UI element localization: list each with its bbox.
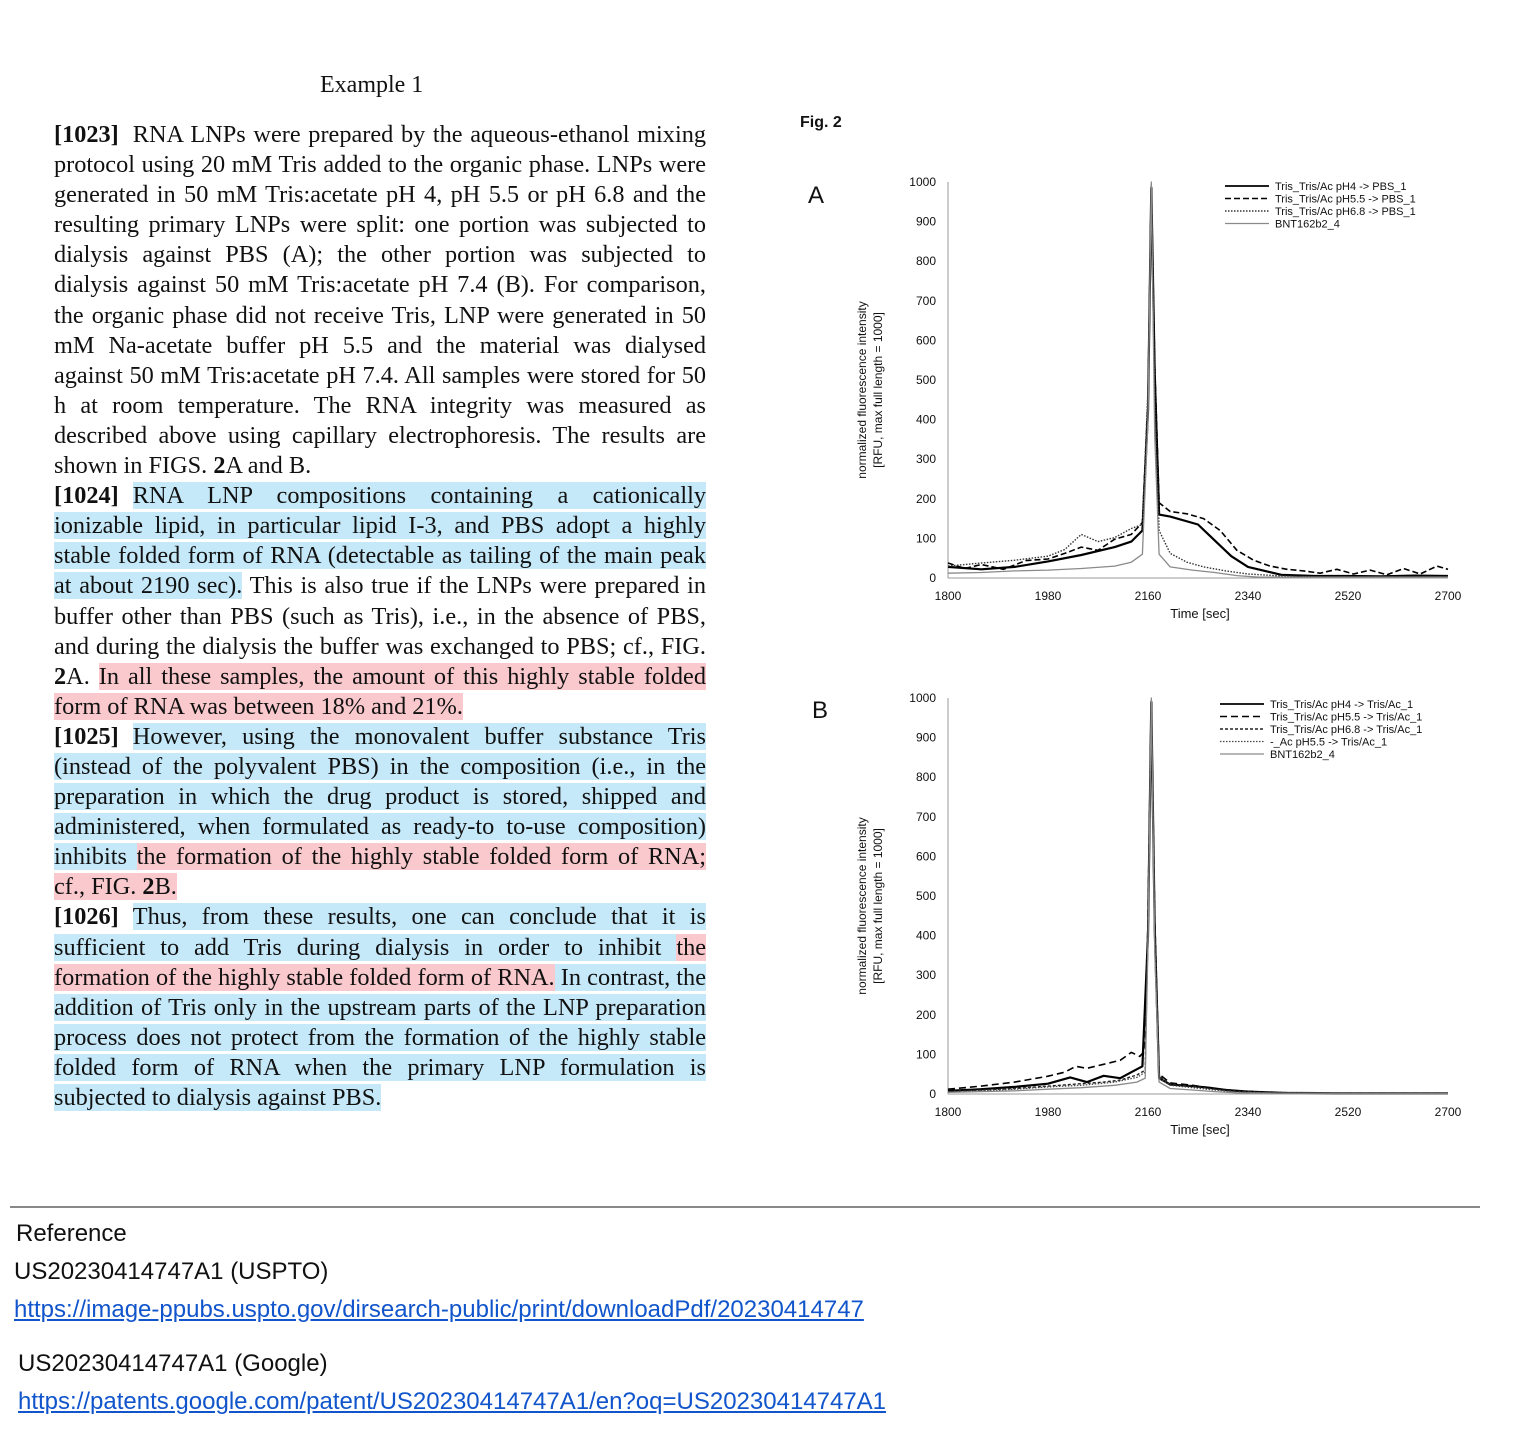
legend-label: BNT162b2_4 — [1275, 218, 1340, 231]
reference-divider — [10, 1206, 1480, 1208]
y-tick-label: 0 — [929, 1087, 936, 1101]
series-line-4 — [948, 182, 1448, 577]
y-tick-label: 100 — [915, 531, 936, 546]
legend-label: Tris_Tris/Ac pH6.8 -> Tris/Ac_1 — [1270, 724, 1423, 736]
x-tick-label: 2340 — [1234, 589, 1262, 603]
y-tick-label: 200 — [915, 1007, 936, 1022]
y-axis-title: [RFU, max full length = 1000] — [871, 312, 885, 468]
legend-label: BNT162b2_4 — [1270, 749, 1335, 761]
legend-label: Tris_Tris/Ac pH4 -> PBS_1 — [1275, 181, 1407, 193]
y-tick-label: 400 — [915, 928, 936, 943]
y-tick-label: 700 — [915, 293, 936, 308]
text-segment: Thus, from these results, one can conclude that it is sufficient to add Tris during dialysis in order to inhibit — [54, 903, 706, 961]
reference-link-google[interactable]: https://patents.google.com/patent/US20230414747A1/en?oq=US20230414747A1 — [18, 1388, 887, 1415]
legend-label: Tris_Tris/Ac pH6.8 -> PBS_1 — [1275, 206, 1416, 218]
x-axis-title: Time [sec] — [1170, 1122, 1230, 1137]
legend-label: Tris_Tris/Ac pH4 -> Tris/Ac_1 — [1270, 699, 1414, 711]
reference-label-uspto: US20230414747A1 (USPTO) — [14, 1258, 329, 1285]
y-tick-label: 1000 — [909, 691, 936, 705]
text-segment: A. — [66, 662, 99, 690]
paragraph-number: [1026] — [54, 903, 119, 931]
y-tick-label: 900 — [915, 214, 936, 229]
x-tick-label: 2700 — [1434, 589, 1462, 603]
x-tick-label: 2160 — [1134, 1105, 1162, 1119]
x-tick-label: 1800 — [934, 1105, 962, 1119]
series-line-2 — [948, 185, 1448, 575]
reference-link-uspto[interactable]: https://image-ppubs.uspto.gov/dirsearch-public/print/downloadPdf/20230414747 — [14, 1296, 864, 1323]
series-line-5 — [948, 698, 1448, 1093]
y-tick-label: 0 — [929, 571, 936, 585]
x-tick-label: 2160 — [1134, 589, 1162, 603]
reference-label-google: US20230414747A1 (Google) — [18, 1350, 328, 1377]
x-tick-label: 1980 — [1034, 589, 1062, 603]
x-tick-label: 2340 — [1234, 1105, 1262, 1119]
text-segment: RNA LNP compositions containing a cationically ionizable lipid, in particular lipid I-3, and PBS adopt a highly stable folded form of RNA (detectable as tailing of the main peak at about 2190 sec). — [54, 482, 706, 600]
chart-panel-a — [840, 168, 1480, 628]
x-axis-title: Time [sec] — [1170, 606, 1230, 621]
panel-letter-b: B — [812, 697, 829, 724]
y-tick-label: 500 — [915, 889, 936, 903]
series-line-1 — [948, 188, 1448, 577]
text-segment: However, using the monovalent buffer substance Tris (instead of the polyvalent PBS) in the composition (i.e., in the preparation in which the drug product is stored, shipped and administered, when formulated as ready-to to-use composition) inhibits — [54, 722, 706, 871]
text-segment: In all these samples, the amount of this highly stable folded form of RNA was between 18% and 21%. — [54, 662, 706, 720]
x-tick-label: 1980 — [1034, 1105, 1062, 1119]
x-tick-label: 2700 — [1434, 1105, 1462, 1119]
text-segment: 2 — [213, 452, 226, 480]
x-tick-label: 2520 — [1334, 589, 1362, 603]
y-tick-label: 900 — [915, 730, 936, 745]
panel-letter-a: A — [808, 182, 825, 209]
paragraph-1026 — [54, 902, 706, 1113]
y-tick-label: 600 — [915, 849, 936, 864]
y-axis-title: normalized fluorescence intensity — [855, 817, 869, 995]
text-segment: 2 — [54, 662, 67, 690]
paragraph-1024 — [54, 481, 706, 722]
example-heading: Example 1 — [320, 72, 424, 98]
y-tick-label: 300 — [915, 968, 936, 983]
legend-label: Tris_Tris/Ac pH5.5 -> PBS_1 — [1275, 193, 1416, 206]
paragraph-1023 — [54, 120, 706, 481]
text-segment: the formation of the highly stable folded form of RNA. — [54, 933, 706, 991]
text-segment: RNA LNPs were prepared by the aqueous-ethanol mixing protocol using 20 mM Tris added to the organic phase. LNPs were generated in 50 mM Tris:acetate pH 4, pH 5.5 or pH 6.8 and the resulting primary LNPs were split: one portion was subjected to dialysis against PBS (A); the other portion was subjected to dialysis against 50 mM Tris:acetate pH 7.4 (B). For comparison, the organic phase did not receive Tris, LNP were generated in 50 mM Na-acetate buffer pH 5.5 and the material was dialysed against 50 mM Tris:acetate pH 7.4. All samples were stored for 50 h at room temperature. The RNA integrity was measured as described above using capillary electrophoresis. The results are shown in FIGS. — [54, 121, 706, 480]
y-tick-label: 700 — [915, 809, 936, 824]
text-segment: 2 — [142, 873, 155, 901]
y-tick-label: 300 — [915, 452, 936, 467]
figure-label: Fig. 2 — [800, 114, 842, 131]
y-tick-label: 400 — [915, 412, 936, 427]
paragraph-number: [1023] — [54, 121, 119, 148]
x-tick-label: 2520 — [1334, 1105, 1362, 1119]
legend-label: Tris_Tris/Ac pH5.5 -> Tris/Ac_1 — [1270, 711, 1423, 724]
chart-panel-b — [840, 684, 1480, 1144]
series-line-3 — [948, 704, 1448, 1093]
y-tick-label: 100 — [915, 1047, 936, 1062]
text-segment: This is also true if the LNPs were prepared in buffer other than PBS (such as Tris), i.e., in the absence of PBS, and during the dialysis the buffer was exchanged to PBS; cf., FIG. — [54, 572, 706, 660]
paragraph-number: [1024] — [54, 482, 119, 510]
y-tick-label: 200 — [915, 491, 936, 506]
series-line-4 — [948, 706, 1448, 1093]
paragraph-number: [1025] — [54, 722, 119, 750]
text-segment: A and B. — [225, 452, 312, 480]
y-tick-label: 800 — [915, 770, 936, 785]
x-tick-label: 1800 — [934, 589, 962, 603]
legend-label: -_Ac pH5.5 -> Tris/Ac_1 — [1270, 736, 1388, 749]
patent-text — [54, 120, 706, 1113]
paragraph-1025 — [54, 722, 706, 903]
text-segment: the formation of the highly stable folded form of RNA; cf., FIG. — [54, 843, 706, 901]
reference-heading: Reference — [16, 1220, 127, 1247]
text-segment: In contrast, the addition of Tris only in the upstream parts of the LNP preparation process does not protect from the formation of the highly stable folded form of RNA when the primary LNP formulation is subjected to dialysis against PBS. — [54, 963, 706, 1111]
series-line-2 — [948, 700, 1448, 1093]
series-line-1 — [948, 702, 1448, 1093]
y-axis-title: normalized fluorescence intensity — [855, 301, 869, 479]
y-tick-label: 1000 — [909, 175, 936, 189]
series-line-3 — [948, 184, 1448, 577]
text-segment: B. — [154, 873, 177, 901]
y-axis-title: [RFU, max full length = 1000] — [871, 828, 885, 984]
y-tick-label: 600 — [915, 333, 936, 348]
y-tick-label: 500 — [915, 373, 936, 387]
y-tick-label: 800 — [915, 254, 936, 269]
